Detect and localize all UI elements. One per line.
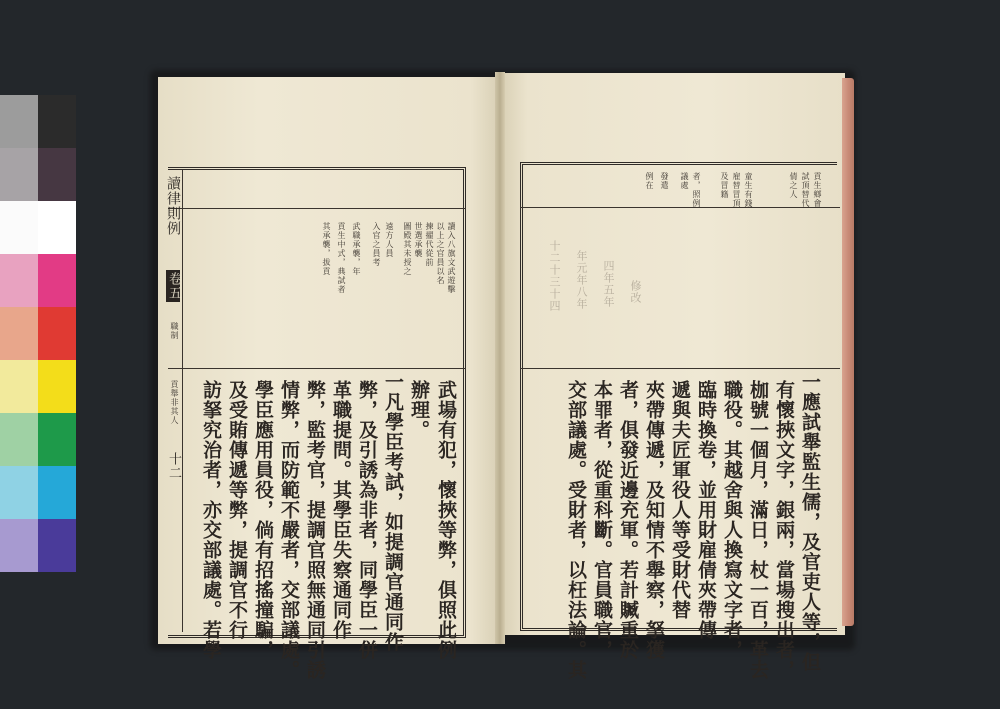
body-column: 夾帶傳遞，及知情不舉察，拏獲 — [643, 380, 665, 660]
right-notes-rule — [520, 368, 840, 369]
fold-section: 職制 — [170, 322, 179, 340]
margin-header: 讀律則例 — [165, 176, 181, 236]
note-column: 者，照例 — [692, 172, 701, 208]
color-swatch — [38, 466, 76, 519]
note-column: 讀入八旗文武遊擊 — [447, 222, 456, 294]
color-swatch — [38, 201, 76, 254]
left-notes-rule — [168, 368, 466, 369]
body-column: 遞與夫匠軍役人等受財代替 — [669, 380, 691, 620]
note-column: 入官之員考 — [372, 222, 381, 267]
bleed-through-text: 四年五年 — [602, 260, 615, 308]
body-column: 者，俱發近邊充軍。若計贓重於 — [617, 380, 639, 660]
fold-subsection: 貢舉非其人 — [170, 380, 179, 425]
color-swatch — [0, 148, 38, 201]
color-swatch — [0, 413, 38, 466]
body-column: 革職提問。其學臣失察通同作 — [330, 380, 352, 640]
color-calibration-strip-left — [0, 95, 38, 572]
left-fold-rule — [182, 170, 183, 632]
color-swatch — [38, 413, 76, 466]
note-column: 童生有錢 — [744, 172, 753, 208]
color-swatch — [0, 201, 38, 254]
color-swatch — [38, 148, 76, 201]
body-column: 及受賄傳遞等弊，提調官不行 — [226, 380, 248, 640]
color-swatch — [38, 254, 76, 307]
note-column: 貢生中式，典試者 — [337, 222, 346, 294]
color-swatch — [0, 466, 38, 519]
note-column: 貢生鄉會 — [813, 172, 822, 208]
fold-page-number: 十二 — [166, 452, 181, 480]
note-column: 倩之人 — [789, 172, 798, 199]
note-column: 武職承襲，年 — [352, 222, 361, 276]
body-column: 交部議處。受財者，以枉法論。其 — [565, 380, 587, 680]
color-swatch — [0, 95, 38, 148]
body-column: 枷號一個月，滿日，杖一百，革去 — [747, 380, 769, 680]
body-column: 弊，及引誘為非者，同學臣一併 — [356, 380, 378, 660]
page-edges — [842, 78, 854, 626]
note-column: 議處 — [680, 172, 689, 190]
note-column: 其承襲，拔貢 — [322, 222, 331, 276]
body-column: 有懷挾文字，銀兩，當場搜出者， — [773, 380, 795, 680]
body-column: 武場有犯，懷挾等弊，俱照此例 — [435, 380, 457, 660]
body-column: 弊，監考官，提調官照無通同引誘 — [304, 380, 326, 680]
note-column: 及冒籍 — [720, 172, 729, 199]
color-swatch — [0, 519, 38, 572]
body-column: 一應試舉監生儒，及官吏人等，但 — [799, 372, 821, 672]
color-swatch — [38, 95, 76, 148]
color-swatch — [0, 254, 38, 307]
body-column: 訪拏究治者，亦交部議處。若學 — [200, 380, 222, 660]
color-swatch — [0, 307, 38, 360]
color-swatch — [38, 360, 76, 413]
note-column: 世選承襲 — [414, 222, 423, 258]
note-column: 例在 — [645, 172, 654, 190]
right-header-rule — [520, 207, 840, 208]
note-column: 試頂替代 — [801, 172, 810, 208]
left-header-rule — [168, 208, 466, 209]
bleed-through-text: 十二十三十四 — [548, 240, 561, 312]
note-column: 遠方人員 — [385, 222, 394, 258]
body-column: 學臣應用員役，倘有招搖撞騙， — [252, 380, 274, 660]
note-column: 圖殿其未授之 — [403, 222, 412, 276]
note-column: 發遣 — [660, 172, 669, 190]
body-column: 臨時換卷，並用財雇倩夾帶傳 — [695, 380, 717, 640]
body-column: 一凡學臣考試，如提調官通同作 — [382, 372, 404, 652]
note-column: 以上之官員以名 — [436, 222, 445, 285]
note-column: 揀擢代從前 — [425, 222, 434, 267]
body-column: 職役。其越舍與人換寫文字者， — [721, 380, 743, 660]
color-swatch — [0, 360, 38, 413]
bleed-through-text: 年元年八年 — [575, 250, 588, 310]
color-calibration-strip-right — [38, 95, 76, 572]
body-column: 辦理。 — [408, 380, 430, 440]
note-column: 雇替冒頂 — [732, 172, 741, 208]
bleed-through-text: 修改 — [629, 280, 642, 304]
book-gutter — [495, 72, 505, 644]
color-swatch — [38, 307, 76, 360]
fold-volume: 卷五 — [166, 272, 181, 300]
color-swatch — [38, 519, 76, 572]
body-column: 情弊，而防範不嚴者，交部議處。 — [278, 380, 300, 680]
body-column: 本罪者，從重科斷。官員職官， — [591, 380, 613, 660]
